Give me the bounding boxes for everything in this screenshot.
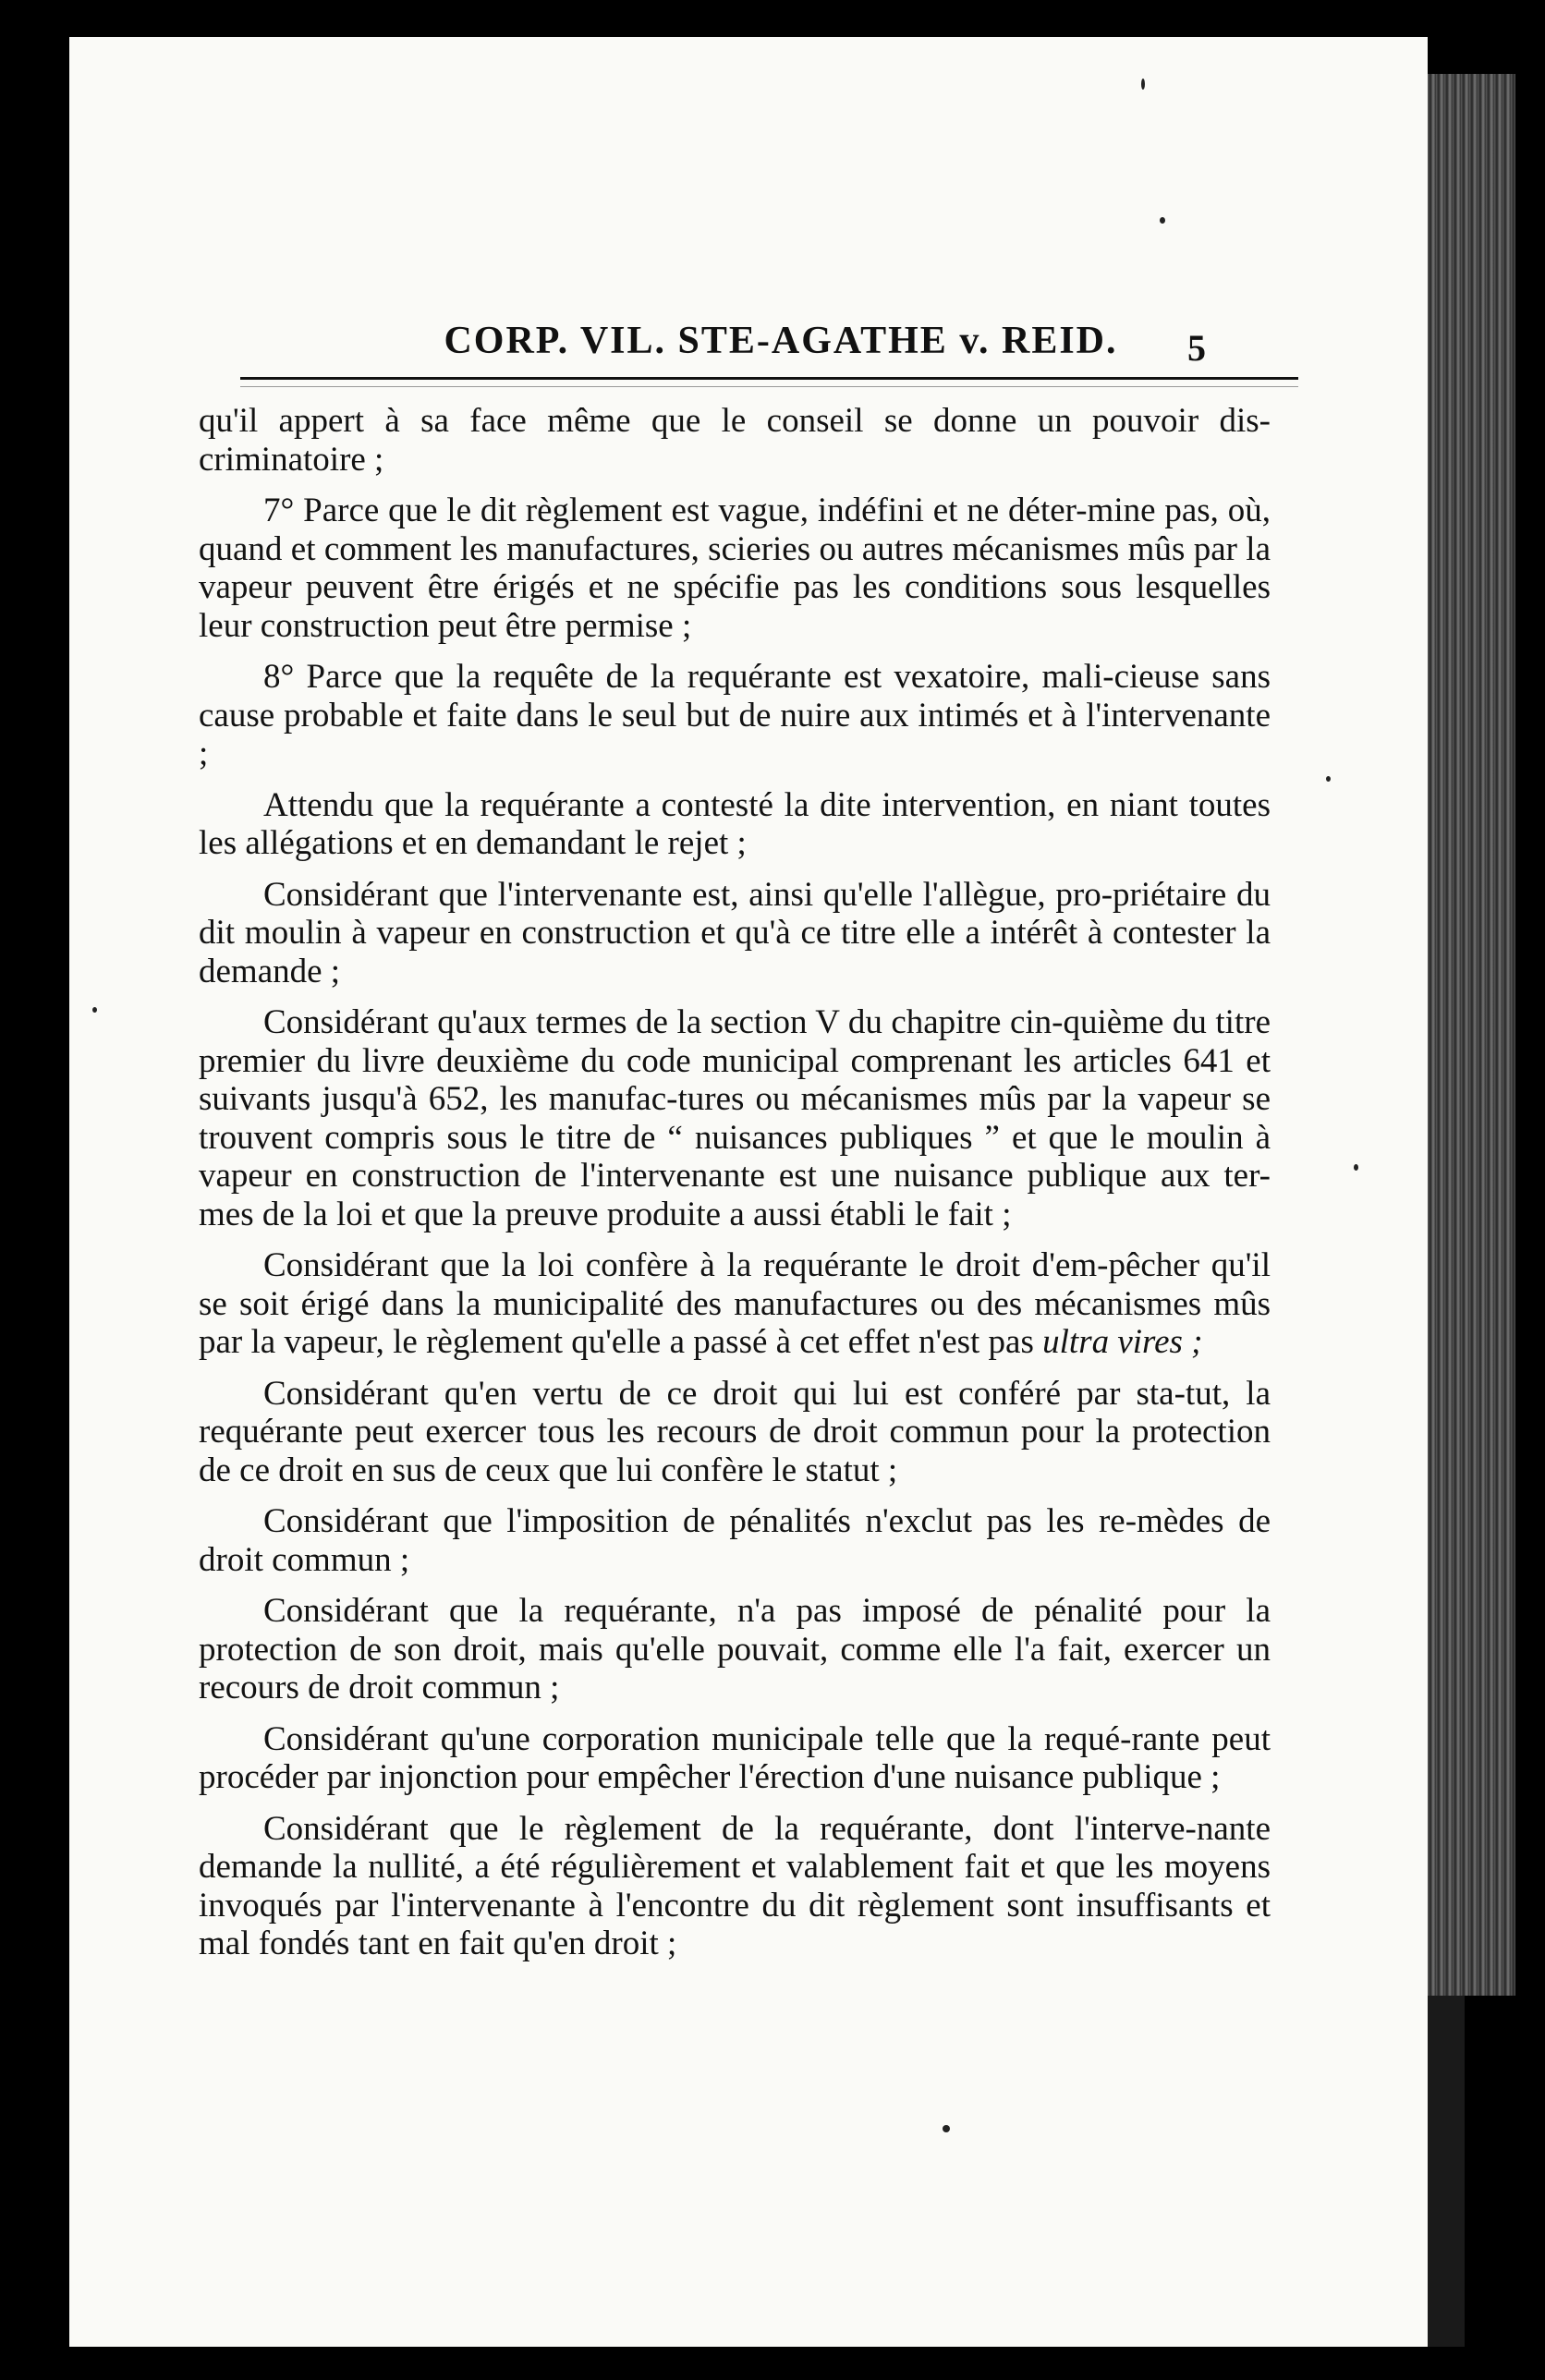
paragraph: Considérant qu'en vertu de ce droit qui lui est conféré par sta-tut, la requérante peut exercer tous les recours de droit commun pour la protection de ce droit en sus de ceux que lui confère le statut ; [199, 1374, 1271, 1489]
paragraph: 8° Parce que la requête de la requérante est vexatoire, mali-cieuse sans cause probable et faite dans le seul but de nuire aux intimés et à l'intervenante ; [199, 658, 1271, 772]
ink-speck [1354, 1164, 1358, 1171]
paragraph [199, 1246, 1271, 1362]
paragraph: Considérant que l'imposition de pénalités n'exclut pas les re-mèdes de droit commun ; [199, 1502, 1271, 1579]
running-head: CORP. VIL. STE-AGATHE v. REID. [444, 320, 1118, 362]
page-edge-shadow [1428, 1996, 1465, 2347]
italic-phrase: ultra vires ; [1042, 1323, 1203, 1361]
ink-speck [1326, 776, 1331, 782]
page-header [69, 319, 1428, 374]
paragraph: Considérant qu'aux termes de la section V du chapitre cin-quième du titre premier du livre deuxième du code municipal comprenant les articles 641 et suivants jusqu'à 652, les manufac-tures ou mécanismes mûs par la vapeur se trouvent compris sous le titre de “ nuisances publiques ” et que le moulin à vapeur en construction de l'intervenante est une nuisance publique aux ter-mes de la loi et que la preuve produite a aussi établi le fait ; [199, 1003, 1271, 1233]
ink-speck [943, 2125, 950, 2132]
paragraph: qu'il appert à sa face même que le conseil se donne un pouvoir dis-criminatoire ; [199, 402, 1271, 479]
paragraph: Considérant que l'intervenante est, ainsi qu'elle l'allègue, pro-priétaire du dit moulin à vapeur en construction et qu'à ce titre elle a intérêt à contester la demande ; [199, 875, 1271, 990]
paragraph: Attendu que la requérante a contesté la dite intervention, en niant toutes les allégations et en demandant le rejet ; [199, 785, 1271, 862]
header-rule-thin [240, 386, 1298, 387]
paragraph: Considérant qu'une corporation municipale telle que la requé-rante peut procéder par injonction pour empêcher l'érection d'une nuisance publique ; [199, 1719, 1271, 1796]
paragraph-text: Considérant que la loi confère à la requérante le droit d'em-pêcher qu'il se soit érigé dans la municipalité des manufactures ou des mécanismes mûs par la vapeur, le règlement qu'elle a passé à cet effet n'est pas [199, 1246, 1271, 1361]
page-number: 5 [1187, 327, 1206, 369]
ink-speck [1141, 79, 1145, 90]
paragraph: Considérant que le règlement de la requérante, dont l'interve-nante demande la nullité, a été régulièrement et valablement fait et que les moyens invoqués par l'intervenante à l'encontre du dit règlement sont insuffisants et mal fondés tant en fait qu'en droit ; [199, 1809, 1271, 1962]
document-page [69, 37, 1428, 2347]
ink-speck [92, 1007, 97, 1013]
ink-speck [1160, 217, 1165, 224]
body-text [199, 402, 1271, 1976]
paragraph: 7° Parce que le dit règlement est vague, indéfini et ne déter-mine pas, où, quand et comment les manufactures, scieries ou autres mécanismes mûs par la vapeur peuvent être érigés et ne spécifie pas les conditions sous lesquelles leur construction peut être permise ; [199, 492, 1271, 645]
paragraph: Considérant que la requérante, n'a pas imposé de pénalité pour la protection de son droit, mais qu'elle pouvait, comme elle l'a fait, exercer un recours de droit commun ; [199, 1592, 1271, 1706]
page-edge-stack [1428, 74, 1515, 1996]
header-rule [240, 377, 1298, 380]
